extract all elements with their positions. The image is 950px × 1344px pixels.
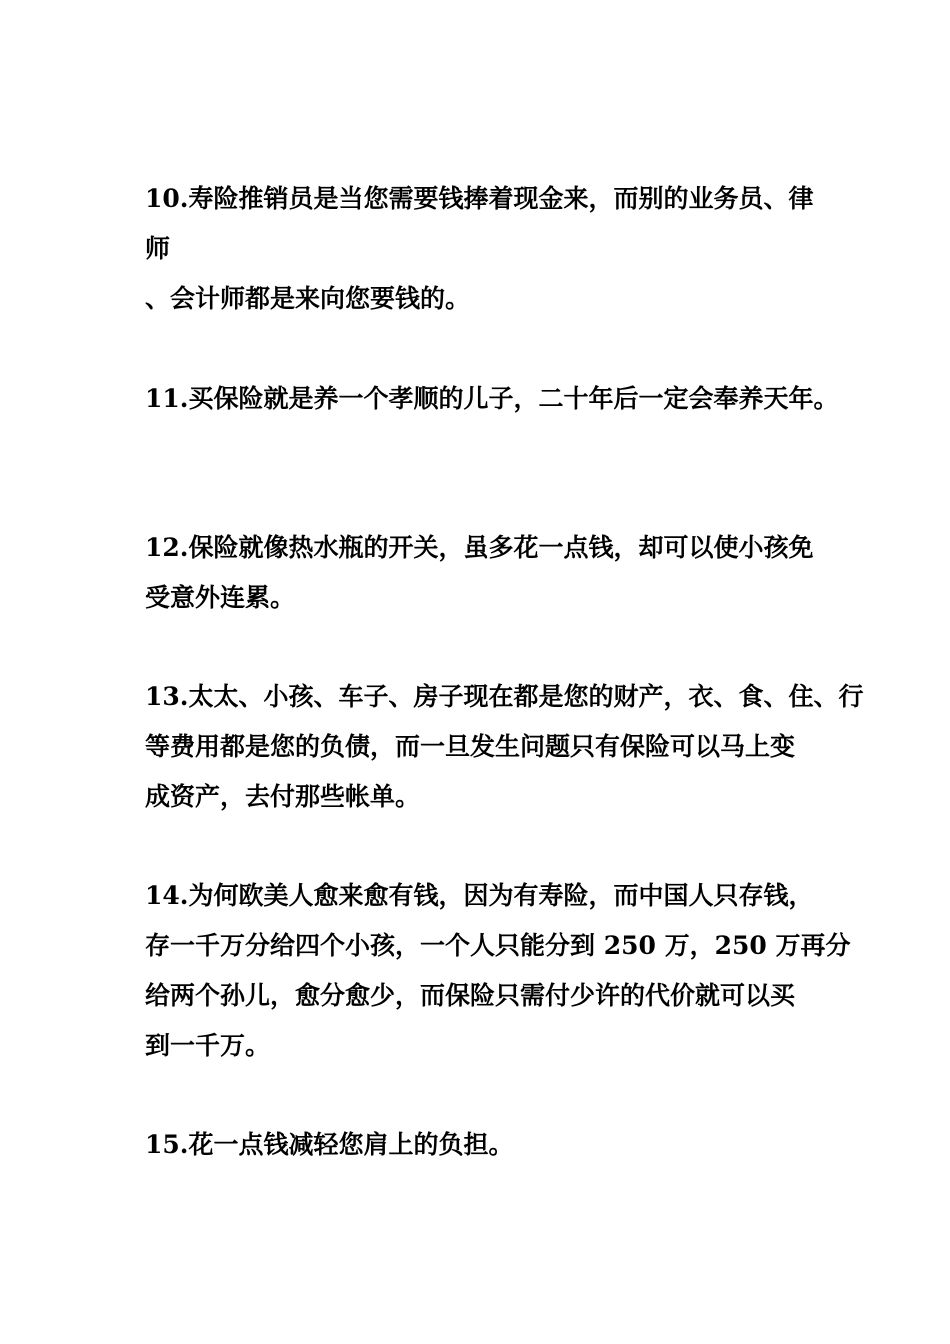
paragraph-13-line-1: 13.太太、小孩、车子、房子现在都是您的财产，衣、食、住、行 (145, 682, 864, 711)
paragraph-10-line-3: 、会计师都是来向您要钱的。 (145, 284, 471, 313)
paragraph-13-line-2: 等费用都是您的负债，而一旦发生问题只有保险可以马上变 (145, 732, 796, 761)
paragraph-14-line-2: 存一千万分给四个小孩，一个人只能分到 250 万，250 万再分 (145, 931, 851, 960)
paragraph-13-line-3: 成资产，去付那些帐单。 (145, 782, 421, 811)
paragraph-12-line-2: 受意外连累。 (145, 583, 296, 612)
paragraph-15-line-1: 15.花一点钱减轻您肩上的负担。 (145, 1130, 514, 1159)
paragraph-14-line-3: 给两个孙儿，愈分愈少，而保险只需付少许的代价就可以买 (145, 981, 796, 1010)
paragraph-10-line-1: 10.寿险推销员是当您需要钱捧着现金来，而别的业务员、律 (145, 184, 814, 213)
paragraph-14-line-4: 到一千万。 (145, 1031, 271, 1060)
paragraph-12-line-1: 12.保险就像热水瓶的开关，虽多花一点钱，却可以使小孩免 (145, 533, 814, 562)
paragraph-11-line-1: 11.买保险就是养一个孝顺的儿子，二十年后一定会奉养天年。 (145, 384, 839, 413)
paragraph-14-line-1: 14.为何欧美人愈来愈有钱，因为有寿险，而中国人只存钱， (145, 881, 814, 910)
paragraph-10-line-2: 师 (145, 234, 171, 263)
